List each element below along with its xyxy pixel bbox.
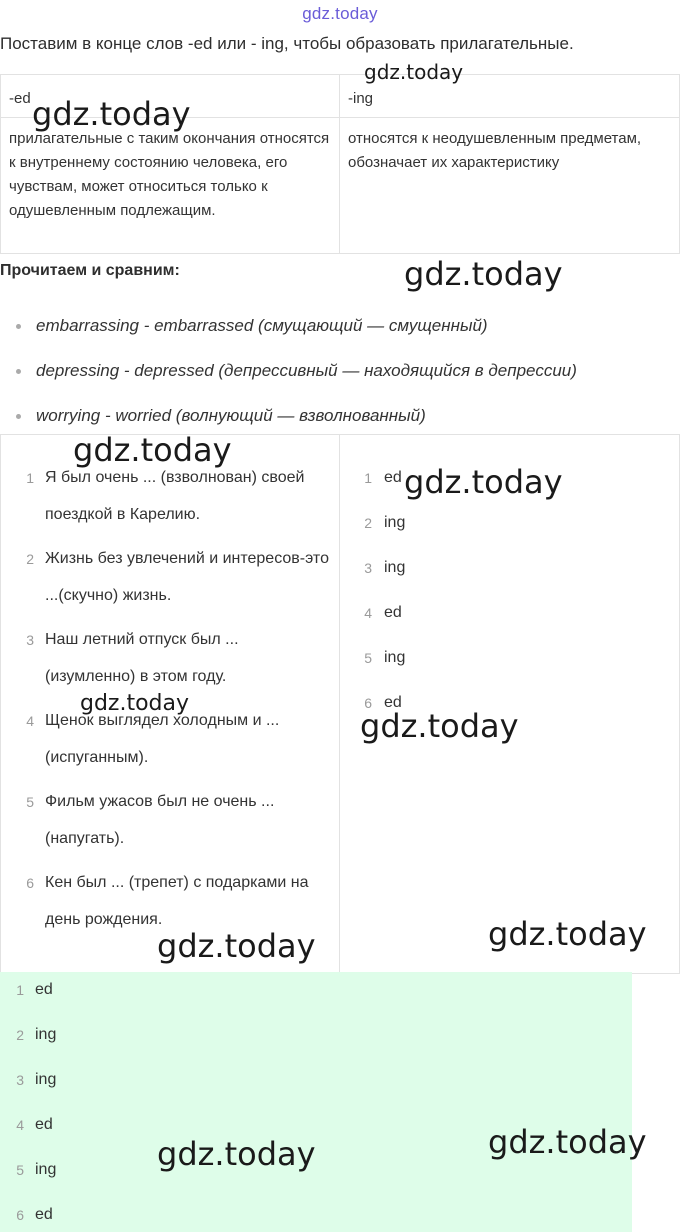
watermark: gdz.today — [488, 1123, 647, 1161]
answer-number: 3 — [364, 560, 372, 576]
watermark: gdz.today — [157, 1135, 316, 1173]
watermark: gdz.today — [32, 95, 191, 133]
answer-number: 5 — [364, 650, 372, 666]
answer-number: 2 — [16, 1027, 24, 1043]
question-number: 5 — [26, 794, 34, 810]
answer-text: ed — [384, 694, 402, 711]
watermark: gdz.today — [73, 431, 232, 469]
site-title[interactable]: gdz.today — [302, 4, 378, 23]
answer-number: 4 — [16, 1117, 24, 1133]
question-text: Фильм ужасов был не очень ... (напугать). — [45, 793, 275, 847]
bullet-icon — [16, 369, 21, 374]
answer-text: ed — [35, 1116, 53, 1133]
answer-number: 2 — [364, 515, 372, 531]
table-cell — [339, 117, 680, 254]
answer-number: 6 — [364, 695, 372, 711]
answer-number: 4 — [364, 605, 372, 621]
watermark: gdz.today — [404, 463, 563, 501]
question-text: Кен был ... (трепет) с подарками на день рождения. — [45, 874, 309, 928]
answer-text: ing — [384, 514, 406, 531]
question-text: Щенок выглядел холодным и ... (испуганным). — [45, 712, 280, 766]
question-number: 3 — [26, 632, 34, 648]
task-intro: Поставим в конце слов -ed или - ing, чтобы образовать прилагательные. — [0, 34, 574, 53]
watermark: gdz.today — [80, 691, 190, 716]
answer-number: 1 — [16, 982, 24, 998]
answer-block — [0, 972, 632, 1232]
watermark: gdz.today — [364, 60, 464, 84]
watermark: gdz.today — [157, 927, 316, 965]
watermark: gdz.today — [360, 707, 519, 745]
answer-text: ing — [384, 559, 406, 576]
question-number: 4 — [26, 713, 34, 729]
ing-header: -ing — [348, 90, 374, 107]
question-number: 1 — [26, 470, 34, 486]
watermark: gdz.today — [404, 255, 563, 293]
answer-text: ing — [35, 1071, 57, 1088]
answer-text: ed — [35, 981, 53, 998]
list-item-text: embarrassing - embarrassed (смущающий — смущенный) — [36, 316, 488, 335]
answer-text: ing — [35, 1161, 57, 1178]
question-text: Жизнь без увлечений и интересов-это ...(скучно) жизнь. — [45, 550, 329, 604]
answer-text: ed — [35, 1206, 53, 1223]
answer-text: ing — [35, 1026, 57, 1043]
answer-number: 6 — [16, 1207, 24, 1223]
question-text: Наш летний отпуск был ... (изумленно) в этом году. — [45, 631, 239, 685]
ed-description: прилагательные с таким окончания относятся к внутреннему состоянию человека, его чувствам, может относиться только к одушевленным подлежащим. — [9, 130, 330, 219]
ed-header: -ed — [9, 90, 31, 107]
question-number: 2 — [26, 551, 34, 567]
table-cell — [0, 117, 340, 254]
answer-number: 3 — [16, 1072, 24, 1088]
compare-heading: Прочитаем и сравним: — [0, 262, 180, 279]
answer-number: 1 — [364, 470, 372, 486]
question-number: 6 — [26, 875, 34, 891]
ing-description: относятся к неодушевленным предметам, обозначает их характеристику — [348, 130, 642, 171]
bullet-icon — [16, 324, 21, 329]
list-item-text: worrying - worried (волнующий — взволнованный) — [36, 406, 426, 425]
list-item-text: depressing - depressed (депрессивный — находящийся в депрессии) — [36, 361, 577, 380]
answer-text: ed — [384, 604, 402, 621]
answer-text: ed — [384, 469, 402, 486]
answer-text: ing — [384, 649, 406, 666]
bullet-icon — [16, 414, 21, 419]
question-text: Я был очень ... (взволнован) своей поездкой в Карелию. — [45, 469, 305, 523]
watermark: gdz.today — [488, 915, 647, 953]
answer-number: 5 — [16, 1162, 24, 1178]
